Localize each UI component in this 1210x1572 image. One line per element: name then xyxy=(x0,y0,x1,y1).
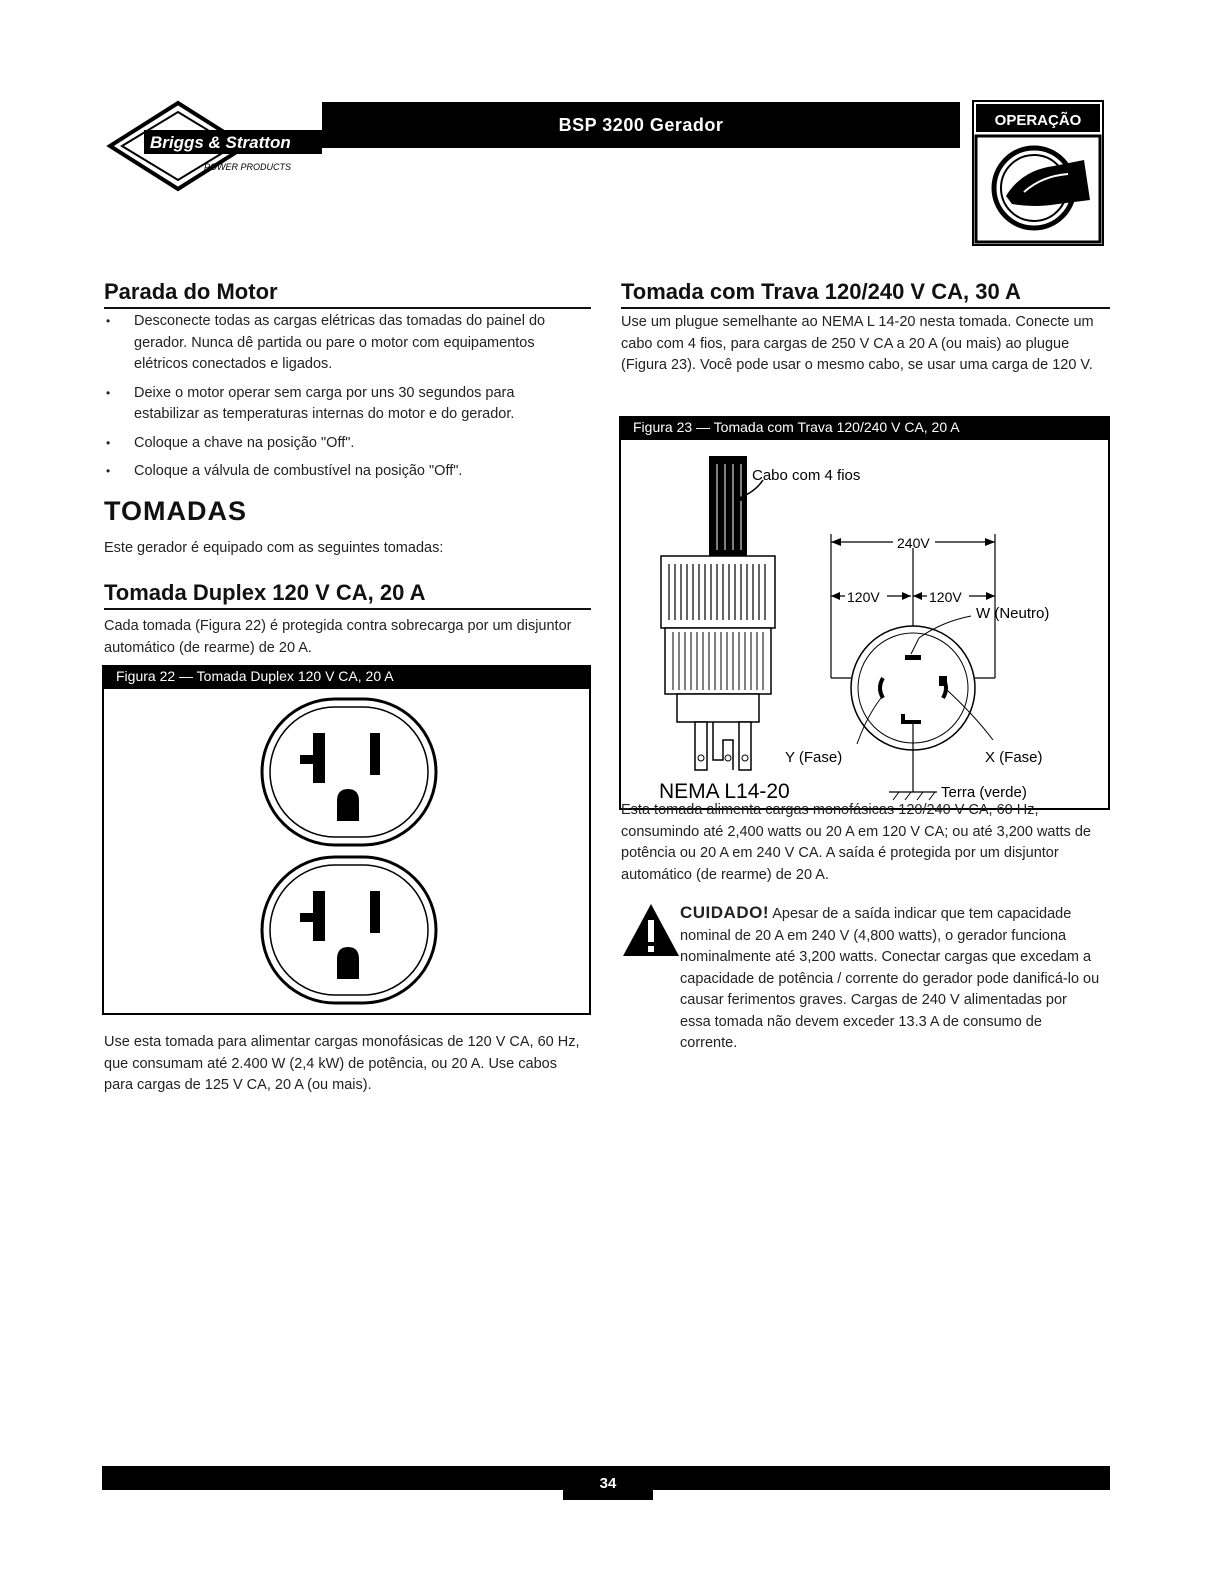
stop-motor-heading: Parada do Motor xyxy=(104,279,591,309)
list-item: • Deixe o motor operar sem carga por uns 30 segundos para estabilizar as temperaturas internas do motor e do gerador. xyxy=(104,383,574,426)
ground-label: Terra (verde) xyxy=(941,784,1027,801)
outlets-heading: TOMADAS xyxy=(104,496,248,526)
brand-name: Briggs & Stratton xyxy=(150,133,291,152)
brand-logo xyxy=(104,100,344,192)
warning-icon xyxy=(621,902,681,958)
locking-after-text: Esta tomada alimenta cargas monofásicas 120/240 V CA, 60 Hz, consumindo até 2,400 watts ou 20 A em 120 V CA; ou até 3,200 watts de potência ou 20 A em 240 V CA. A saída é protegida por um disjuntor automático (de rearme) de 20 A. xyxy=(621,802,1091,883)
locking-outlet-diagram xyxy=(621,440,1108,804)
outlet-top xyxy=(262,699,436,845)
operation-badge-label: OPERAÇÃO xyxy=(994,112,1082,129)
caution-title: CUIDADO! xyxy=(680,903,769,922)
outlet-bottom xyxy=(262,857,436,1003)
brand-sub: POWER PRODUCTS xyxy=(204,162,292,172)
phase-y-label: Y (Fase) xyxy=(785,749,843,766)
figure-23-body xyxy=(619,438,1110,810)
operation-badge xyxy=(972,100,1104,246)
figure-22-body xyxy=(102,687,591,1015)
page-number: 34 xyxy=(563,1466,653,1500)
list-item: • Desconecte todas as cargas elétricas das tomadas do painel do gerador. Nunca dê partida ou pare o motor com equipamentos elétricos conectados e ligados. xyxy=(104,311,574,376)
outlets-intro: Este gerador é equipado com as seguintes tomadas: xyxy=(104,540,444,556)
locking-text: Use um plugue semelhante ao NEMA L 14-20 nesta tomada. Conecte um cabo com 4 fios, para cargas de 250 V CA a 20 A (ou mais) ao plugue (Figura 23). Você pode usar o mesmo cabo, se usar uma carga de 120 V. xyxy=(621,314,1094,373)
duplex-after-text: Use esta tomada para alimentar cargas monofásicas de 120 V CA, 60 Hz, que consumam até 2.400 W (2,4 kW) de potência, ou 20 A. Use cabos para cargas de 125 V CA, 20 A (ou mais). xyxy=(104,1034,580,1093)
voltage-240-label: 240V xyxy=(897,535,930,551)
model-label: NEMA L14-20 xyxy=(659,780,790,803)
caution-block xyxy=(680,902,1100,1055)
figure-22-caption: Figura 22 — Tomada Duplex 120 V CA, 20 A xyxy=(102,665,591,687)
neutral-label: W (Neutro) xyxy=(976,605,1050,622)
voltage-120-left-label: 120V xyxy=(847,589,880,605)
figure-22 xyxy=(102,665,591,1015)
header-title-bar xyxy=(322,102,960,148)
stop-motor-steps xyxy=(104,311,574,490)
voltage-120-right-label: 120V xyxy=(929,589,962,605)
duplex-outlet-drawing xyxy=(104,689,589,1009)
list-item: • Coloque a válvula de combustível na posição "Off". xyxy=(104,461,574,483)
document-title: BSP 3200 Gerador xyxy=(558,114,724,135)
cable-label: Cabo com 4 fios xyxy=(752,467,861,484)
figure-23-caption: Figura 23 — Tomada com Trava 120/240 V CA, 20 A xyxy=(619,416,1110,438)
figure-23 xyxy=(619,416,1110,810)
list-item: • Coloque a chave na posição "Off". xyxy=(104,433,574,455)
locking-heading: Tomada com Trava 120/240 V CA, 30 A xyxy=(621,279,1110,309)
duplex-text: Cada tomada (Figura 22) é protegida contra sobrecarga por um disjuntor automático (de rearme) de 20 A. xyxy=(104,618,572,656)
duplex-heading: Tomada Duplex 120 V CA, 20 A xyxy=(104,580,591,610)
phase-x-label: X (Fase) xyxy=(985,749,1043,766)
caution-text: Apesar de a saída indicar que tem capacidade nominal de 20 A em 240 V (4,800 watts), o gerador funciona nominalmente até 3,200 watts. Conectar cargas que excedam a capacidade de potência / corrente do gerador pode danificá-lo ou causar ferimentos graves. Cargas de 240 V alimentadas por essa tomada não devem exceder 13.3 A de consumo de corrente. xyxy=(680,906,1100,1051)
